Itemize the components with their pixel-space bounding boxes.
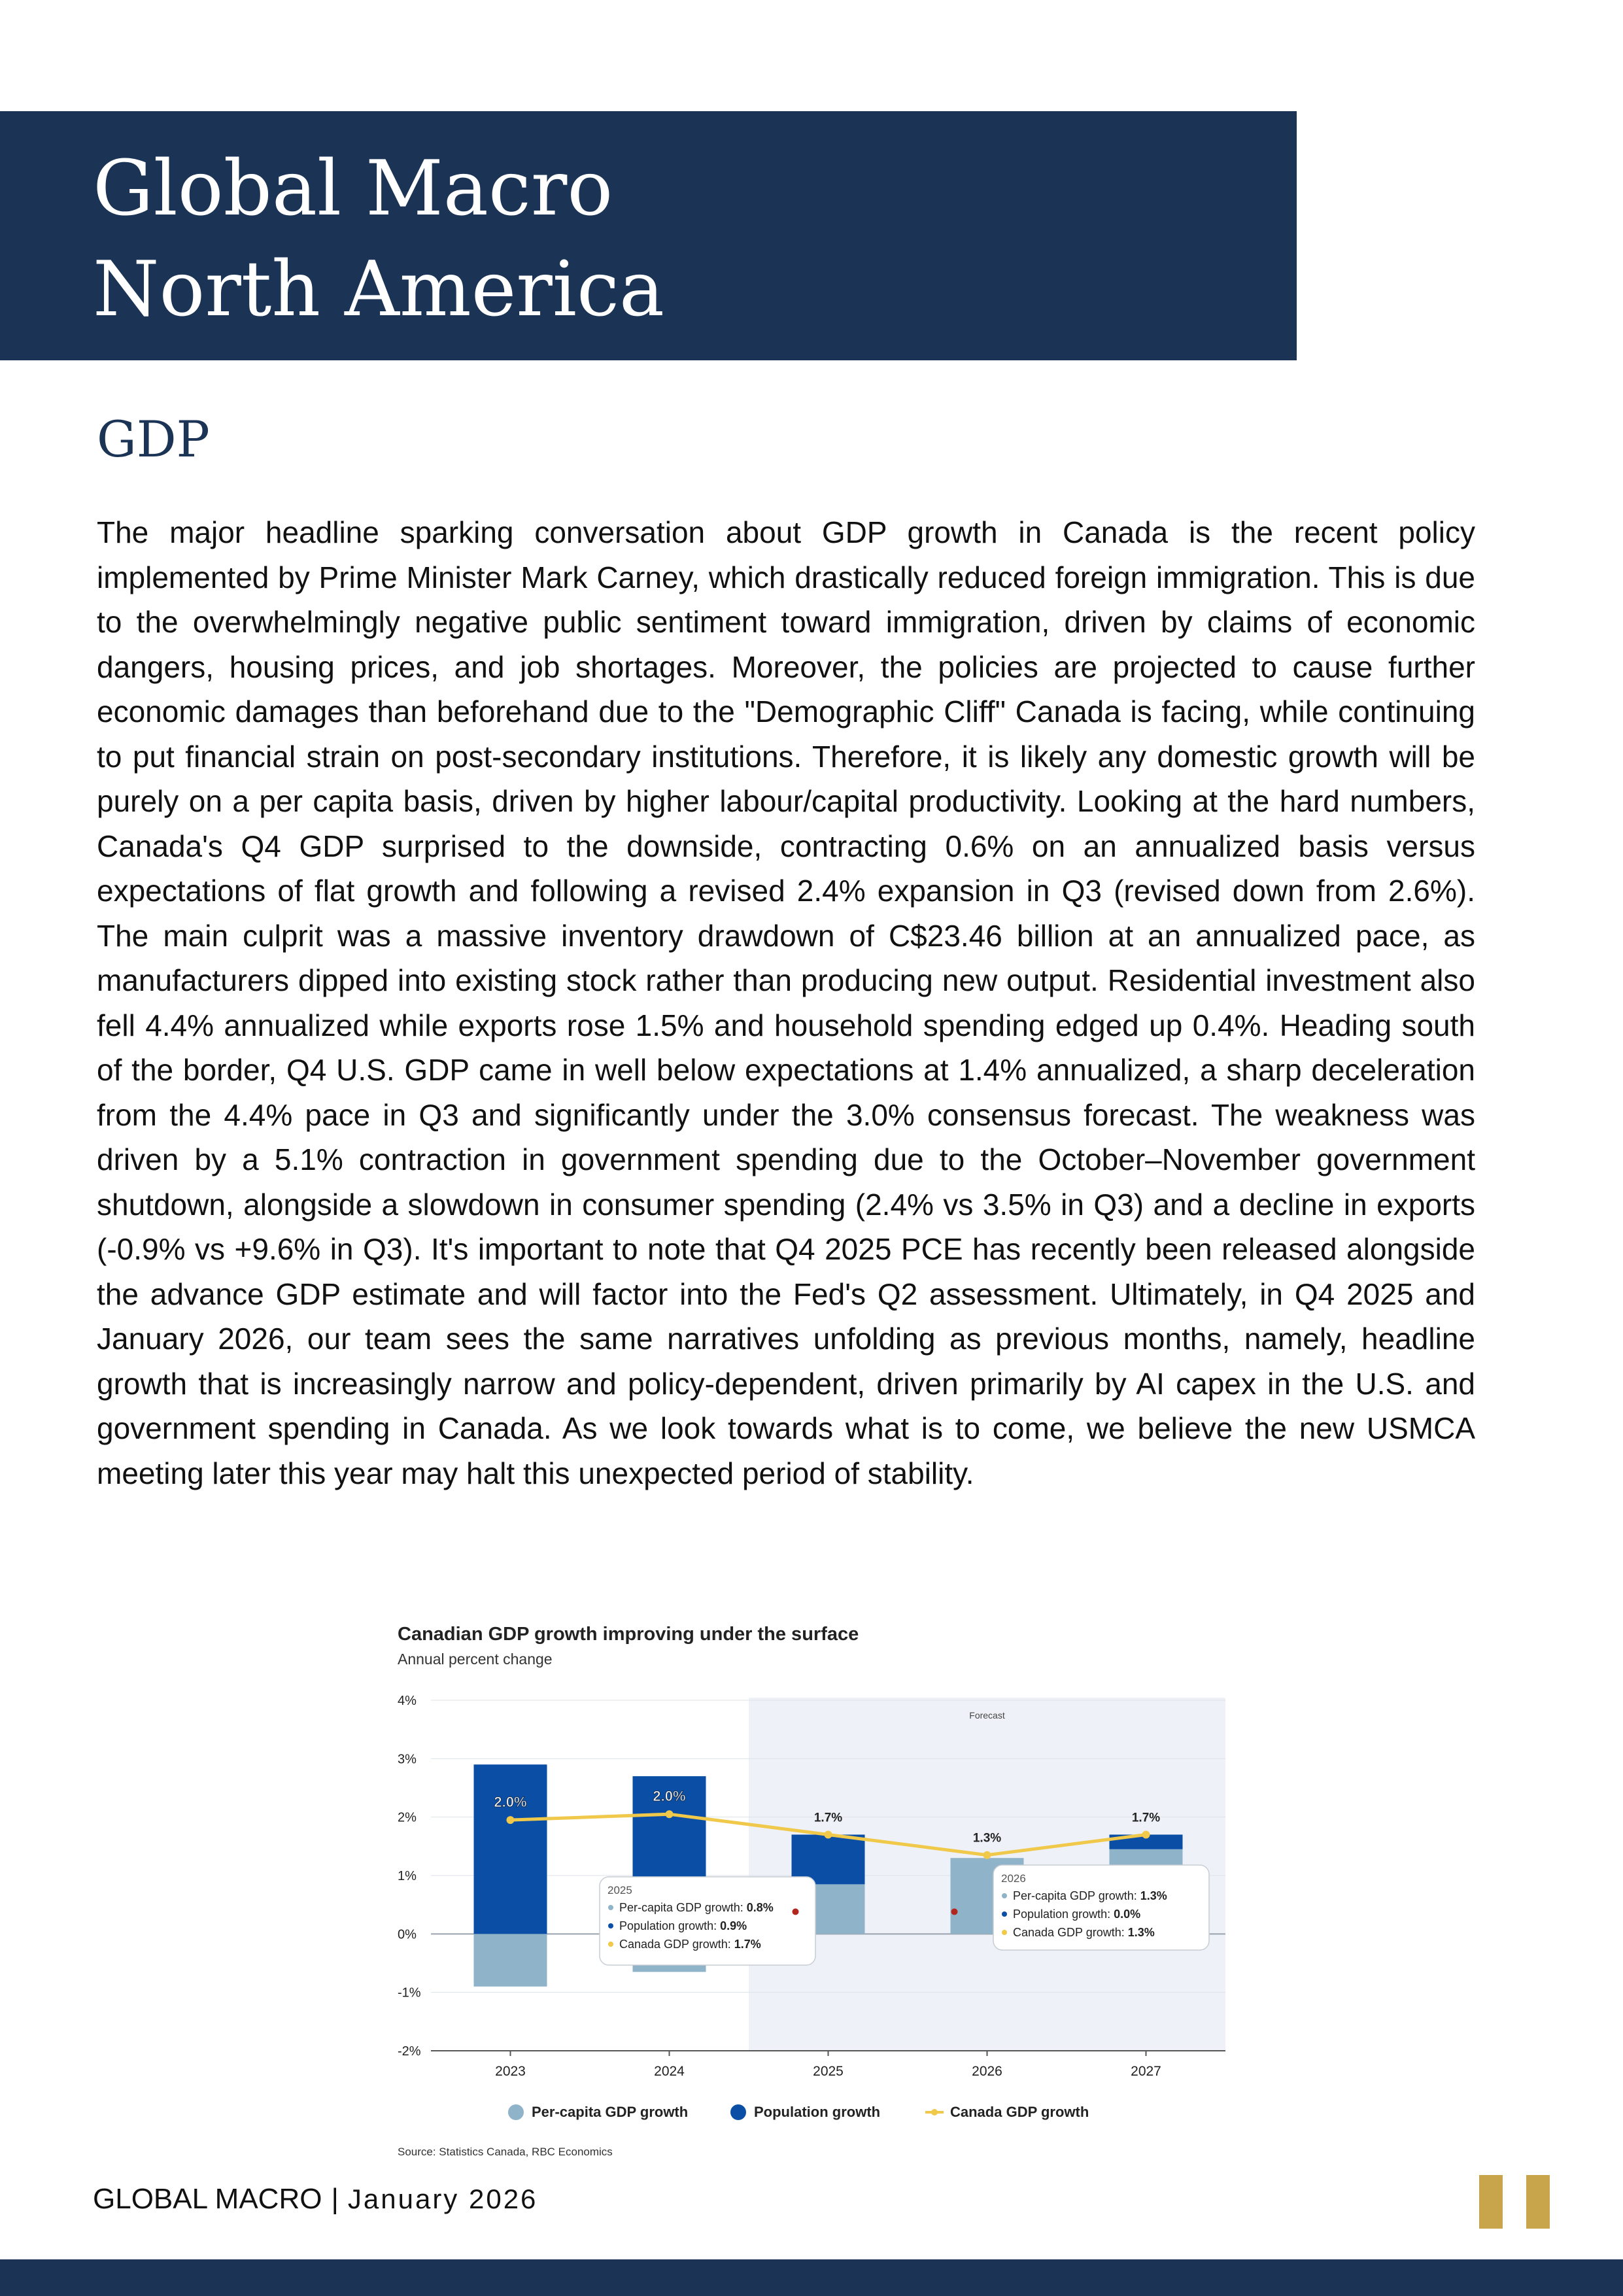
tooltip-line-value: 0.8%	[746, 1901, 774, 1914]
canada-gdp-point	[666, 1810, 674, 1818]
canada-gdp-point	[983, 1851, 991, 1859]
chart-subtitle: Annual percent change	[398, 1651, 553, 1668]
y-tick-label: -2%	[398, 2044, 421, 2059]
tooltip-marker	[608, 1905, 613, 1910]
body-paragraph: The major headline sparking conversation about GDP growth in Canada is the recent policy implemented by Prime Minister Mark Carney, which drastically reduced foreign immigration. This is due to the overwhelmingly negative public sentiment toward immigration, driven by claims of economic dangers, housing prices, and job shortages. Moreover, the policies are projected to cause further economic damages than beforehand due to the "Demographic Cliff" Canada is facing, while continuing to put financial strain on post-secondary institutions. Therefore, it is likely any domestic growth will be purely on a per capita basis, driven by higher labour/capital productivity. Looking at the hard numbers, Canada's Q4 GDP surprised to the downside, contracting 0.6% on an annualized basis versus expectations of flat growth and following a revised 2.4% expansion in Q3 (revised down from 2.6%). The main culprit was a massive inventory drawdown of C$23.46 billion at an annualized pace, as manufacturers dipped into existing stock rather than producing new output. Residential investment also fell 4.4% annualized while exports rose 1.5% and household spending edged up 0.4%. Heading south of the border, Q4 U.S. GDP came in well below expectations at 1.4% annualized, a sharp deceleration from the 4.4% pace in Q3 and significantly under the 3.0% consensus forecast. The weakness was driven by a 5.1% contraction in government spending due to the October–November government shutdown, alongside a slowdown in consumer spending (2.4% vs 3.5% in Q3) and a decline in exports (-0.9% vs +9.6% in Q3). It's important to note that Q4 2025 PCE has recently been released alongside the advance GDP estimate and will factor into the Fed's Q2 assessment. Ultimately, in Q4 2025 and January 2026, our team sees the same narratives unfolding as previous months, namely, headline growth that is increasingly narrow and policy-dependent, driven primarily by AI capex in the U.S. and government spending in Canada. As we look towards what is to come, we believe the new USMCA meeting later this year may halt this unexpected period of stability.	[97, 515, 1475, 1490]
footer-title: GLOBAL MACRO	[93, 2183, 322, 2215]
tooltip-line-value: 0.0%	[1114, 1908, 1141, 1921]
tooltip-marker	[608, 1923, 613, 1928]
report-title-line-1: Global Macro	[93, 145, 613, 233]
tooltip-line-label: Per-capita GDP growth:	[619, 1901, 747, 1914]
hover-marker	[951, 1908, 958, 1915]
data-label: 2.0%	[653, 1788, 686, 1805]
tooltip-marker	[1002, 1911, 1007, 1917]
tooltip-line-label: Population growth:	[619, 1919, 721, 1932]
tooltip-marker	[1002, 1893, 1007, 1898]
canada-gdp-point	[507, 1816, 515, 1824]
x-tick-label: 2026	[972, 2064, 1002, 2079]
per-capita-bar	[474, 1934, 547, 1986]
tooltip-year: 2025	[607, 1884, 632, 1896]
footer-separator: |	[331, 2183, 339, 2215]
footer-date: January 2026	[347, 2184, 538, 2214]
tooltip-line	[619, 1919, 747, 1932]
data-label: 1.3%	[972, 1831, 1002, 1845]
tooltip-line	[619, 1938, 761, 1951]
tooltip-line-value: 1.7%	[734, 1938, 761, 1951]
pause-icon-bar-right	[1526, 2175, 1550, 2229]
data-label: 2.0%	[494, 1794, 527, 1811]
footer-bar	[0, 2259, 1623, 2296]
data-label: 1.7%	[813, 1811, 843, 1825]
legend-label: Per-capita GDP growth	[532, 2104, 689, 2120]
tooltip-year: 2026	[1001, 1872, 1026, 1885]
legend-marker-dot	[931, 2109, 938, 2116]
gdp-chart-figure	[375, 1603, 1244, 2166]
population-bar	[474, 1764, 547, 1934]
y-tick-label: 2%	[398, 1810, 417, 1825]
y-tick-label: -1%	[398, 1985, 421, 2000]
y-tick-label: 1%	[398, 1869, 417, 1883]
canada-gdp-point	[1142, 1830, 1150, 1838]
tooltip-line-label: Canada GDP growth:	[619, 1938, 734, 1951]
legend-marker	[730, 2104, 746, 2120]
legend-marker	[508, 2104, 524, 2120]
y-tick-label: 3%	[398, 1752, 417, 1767]
footer	[93, 2183, 538, 2216]
x-tick-label: 2024	[654, 2064, 685, 2079]
x-tick-label: 2025	[813, 2064, 844, 2079]
pause-icon-bar-left	[1479, 2175, 1503, 2229]
tooltip-line-label: Canada GDP growth:	[1013, 1926, 1128, 1939]
legend-label: Population growth	[754, 2104, 881, 2120]
tooltip-line	[619, 1901, 774, 1914]
section-title: GDP	[97, 410, 210, 468]
tooltip-line-value: 1.3%	[1140, 1889, 1167, 1902]
y-tick-label: 0%	[398, 1927, 417, 1942]
x-tick-label: 2023	[495, 2064, 526, 2079]
gdp-chart	[375, 1603, 1244, 2166]
tooltip-marker	[608, 1942, 613, 1947]
tooltip-line	[1013, 1908, 1140, 1921]
tooltip-line-label: Per-capita GDP growth:	[1013, 1889, 1140, 1902]
forecast-label: Forecast	[969, 1710, 1005, 1721]
tooltip-line-value: 1.3%	[1127, 1926, 1155, 1939]
tooltip-line	[1013, 1926, 1155, 1939]
data-label: 1.7%	[1131, 1811, 1161, 1825]
tooltip-line-value: 0.9%	[720, 1919, 747, 1932]
canada-gdp-point	[825, 1830, 832, 1838]
legend-label: Canada GDP growth	[950, 2104, 1089, 2120]
tooltip-line	[1013, 1889, 1167, 1902]
hover-marker	[793, 1908, 799, 1915]
report-title	[93, 139, 664, 340]
chart-title: Canadian GDP growth improving under the surface	[398, 1624, 859, 1645]
tooltip-line-label: Population growth:	[1013, 1908, 1114, 1921]
tooltip-marker	[1002, 1930, 1007, 1935]
report-title-line-2: North America	[93, 245, 665, 334]
x-tick-label: 2027	[1131, 2064, 1161, 2079]
y-tick-label: 4%	[398, 1694, 417, 1708]
chart-source: Source: Statistics Canada, RBC Economics	[398, 2146, 613, 2158]
